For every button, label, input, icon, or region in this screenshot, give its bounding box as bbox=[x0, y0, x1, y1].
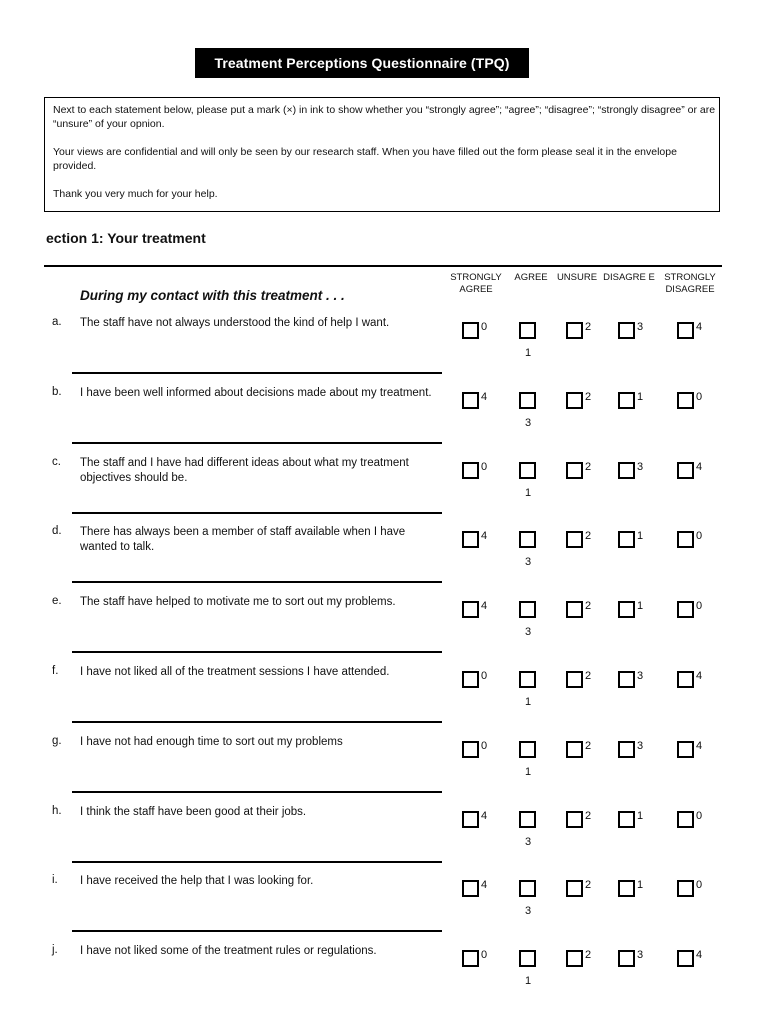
questionnaire-item-c bbox=[0, 456, 768, 526]
score-value: 1 bbox=[525, 487, 532, 499]
checkbox-unsure[interactable] bbox=[566, 531, 583, 548]
checkbox-disagree[interactable] bbox=[618, 531, 635, 548]
checkbox-disagree[interactable] bbox=[618, 671, 635, 688]
checkbox-disagree[interactable] bbox=[618, 811, 635, 828]
score-value: 1 bbox=[525, 347, 532, 359]
score-value: 3 bbox=[525, 836, 532, 848]
instructions-paragraph: Next to each statement below, please put a mark (×) in ink to show whether you “strongly agree”; “agree”; “disagree”; “strongly disagree” or are “unsure” of your opnion. bbox=[53, 104, 716, 130]
checkbox-unsure[interactable] bbox=[566, 811, 583, 828]
questionnaire-item-f bbox=[0, 665, 768, 735]
score-value: 0 bbox=[696, 810, 703, 822]
score-value: 3 bbox=[637, 949, 644, 961]
score-value: 4 bbox=[481, 530, 488, 542]
item-statement: I have not liked all of the treatment sessions I have attended. bbox=[80, 666, 390, 678]
checkbox-disagree[interactable] bbox=[618, 601, 635, 618]
lead-in-question: During my contact with this treatment . . . bbox=[80, 288, 345, 303]
row-divider bbox=[72, 791, 442, 793]
item-letter: j. bbox=[52, 944, 58, 956]
score-value: 0 bbox=[481, 740, 488, 752]
row-divider bbox=[72, 721, 442, 723]
row-divider bbox=[72, 651, 442, 653]
score-value: 2 bbox=[585, 810, 592, 822]
item-letter: d. bbox=[52, 525, 62, 537]
score-value: 2 bbox=[585, 670, 592, 682]
score-value: 2 bbox=[585, 391, 592, 403]
score-value: 1 bbox=[637, 600, 644, 612]
score-value: 3 bbox=[525, 626, 532, 638]
checkbox-strongly-agree[interactable] bbox=[462, 671, 479, 688]
score-value: 1 bbox=[637, 879, 644, 891]
checkbox-disagree[interactable] bbox=[618, 880, 635, 897]
checkbox-agree[interactable] bbox=[519, 950, 536, 967]
questionnaire-item-h bbox=[0, 805, 768, 875]
score-value: 0 bbox=[481, 461, 488, 473]
score-value: 3 bbox=[637, 461, 644, 473]
section-divider bbox=[44, 265, 722, 267]
item-letter: c. bbox=[52, 456, 61, 468]
score-value: 1 bbox=[525, 975, 532, 987]
column-header-agree: AGREE bbox=[514, 272, 548, 283]
checkbox-strongly-agree[interactable] bbox=[462, 601, 479, 618]
questionnaire-item-a bbox=[0, 316, 768, 386]
score-value: 2 bbox=[585, 949, 592, 961]
score-value: 3 bbox=[525, 905, 532, 917]
score-value: 3 bbox=[637, 670, 644, 682]
score-value: 1 bbox=[637, 810, 644, 822]
score-value: 1 bbox=[525, 696, 532, 708]
checkbox-strongly-disagree[interactable] bbox=[677, 741, 694, 758]
score-value: 2 bbox=[585, 530, 592, 542]
score-value: 3 bbox=[525, 556, 532, 568]
score-value: 2 bbox=[585, 461, 592, 473]
checkbox-strongly-disagree[interactable] bbox=[677, 322, 694, 339]
checkbox-agree[interactable] bbox=[519, 392, 536, 409]
column-header-strongly-agree: STRONGLY AGREE bbox=[450, 272, 502, 295]
questionnaire-item-j bbox=[0, 944, 768, 1014]
checkbox-strongly-agree[interactable] bbox=[462, 950, 479, 967]
checkbox-unsure[interactable] bbox=[566, 392, 583, 409]
item-statement: I have received the help that I was looking for. bbox=[80, 875, 314, 887]
score-value: 2 bbox=[585, 600, 592, 612]
row-divider bbox=[72, 442, 442, 444]
score-value: 1 bbox=[637, 530, 644, 542]
checkbox-strongly-agree[interactable] bbox=[462, 811, 479, 828]
score-value: 0 bbox=[696, 391, 703, 403]
checkbox-strongly-disagree[interactable] bbox=[677, 880, 694, 897]
checkbox-agree[interactable] bbox=[519, 741, 536, 758]
score-value: 4 bbox=[481, 879, 488, 891]
checkbox-unsure[interactable] bbox=[566, 322, 583, 339]
score-value: 4 bbox=[696, 670, 703, 682]
row-divider bbox=[72, 930, 442, 932]
column-header-strongly-disagree: STRONGLY DISAGREE bbox=[664, 272, 716, 295]
row-divider bbox=[72, 581, 442, 583]
checkbox-unsure[interactable] bbox=[566, 671, 583, 688]
item-letter: a. bbox=[52, 316, 62, 328]
checkbox-unsure[interactable] bbox=[566, 462, 583, 479]
row-divider bbox=[72, 372, 442, 374]
questionnaire-item-d bbox=[0, 525, 768, 595]
row-divider bbox=[72, 861, 442, 863]
checkbox-unsure[interactable] bbox=[566, 601, 583, 618]
checkbox-agree[interactable] bbox=[519, 531, 536, 548]
checkbox-strongly-agree[interactable] bbox=[462, 880, 479, 897]
item-statement: I have been well informed about decisions made about my treatment. bbox=[80, 387, 432, 399]
checkbox-strongly-disagree[interactable] bbox=[677, 811, 694, 828]
column-header-disagree: DISAGRE E bbox=[603, 272, 655, 283]
item-letter: e. bbox=[52, 595, 62, 607]
checkbox-strongly-agree[interactable] bbox=[462, 392, 479, 409]
score-value: 3 bbox=[637, 321, 644, 333]
checkbox-agree[interactable] bbox=[519, 601, 536, 618]
score-value: 1 bbox=[525, 766, 532, 778]
item-statement: The staff have not always understood the kind of help I want. bbox=[80, 317, 390, 329]
item-statement: The staff have helped to motivate me to sort out my problems. bbox=[80, 596, 396, 608]
item-letter: h. bbox=[52, 805, 62, 817]
checkbox-disagree[interactable] bbox=[618, 462, 635, 479]
score-value: 3 bbox=[525, 417, 532, 429]
checkbox-disagree[interactable] bbox=[618, 392, 635, 409]
questionnaire-item-g bbox=[0, 735, 768, 805]
score-value: 3 bbox=[637, 740, 644, 752]
score-value: 4 bbox=[481, 810, 488, 822]
questionnaire-item-i bbox=[0, 874, 768, 944]
checkbox-strongly-disagree[interactable] bbox=[677, 950, 694, 967]
instructions-paragraph: Thank you very much for your help. bbox=[53, 188, 218, 200]
checkbox-strongly-disagree[interactable] bbox=[677, 601, 694, 618]
score-value: 0 bbox=[481, 670, 488, 682]
score-value: 4 bbox=[696, 321, 703, 333]
questionnaire-item-b bbox=[0, 386, 768, 456]
checkbox-disagree[interactable] bbox=[618, 950, 635, 967]
score-value: 4 bbox=[481, 600, 488, 612]
score-value: 0 bbox=[696, 530, 703, 542]
score-value: 0 bbox=[481, 321, 488, 333]
checkbox-agree[interactable] bbox=[519, 462, 536, 479]
score-value: 2 bbox=[585, 740, 592, 752]
checkbox-strongly-agree[interactable] bbox=[462, 322, 479, 339]
checkbox-unsure[interactable] bbox=[566, 741, 583, 758]
score-value: 0 bbox=[481, 949, 488, 961]
item-letter: b. bbox=[52, 386, 62, 398]
checkbox-unsure[interactable] bbox=[566, 950, 583, 967]
instructions-box bbox=[44, 97, 720, 212]
checkbox-strongly-agree[interactable] bbox=[462, 531, 479, 548]
checkbox-agree[interactable] bbox=[519, 880, 536, 897]
checkbox-strongly-disagree[interactable] bbox=[677, 531, 694, 548]
checkbox-disagree[interactable] bbox=[618, 322, 635, 339]
score-value: 1 bbox=[637, 391, 644, 403]
score-value: 4 bbox=[696, 461, 703, 473]
checkbox-disagree[interactable] bbox=[618, 741, 635, 758]
item-statement: I think the staff have been good at their jobs. bbox=[80, 806, 307, 818]
item-statement: I have not liked some of the treatment rules or regulations. bbox=[80, 945, 377, 957]
item-statement: The staff and I have had different ideas about what my treatment objectives should be. bbox=[80, 457, 409, 484]
checkbox-strongly-disagree[interactable] bbox=[677, 671, 694, 688]
column-header-unsure: UNSURE bbox=[556, 272, 598, 283]
questionnaire-item-e bbox=[0, 595, 768, 665]
score-value: 4 bbox=[696, 949, 703, 961]
checkbox-unsure[interactable] bbox=[566, 880, 583, 897]
score-value: 0 bbox=[696, 600, 703, 612]
item-letter: f. bbox=[52, 665, 59, 677]
checkbox-strongly-disagree[interactable] bbox=[677, 392, 694, 409]
score-value: 4 bbox=[481, 391, 488, 403]
checkbox-agree[interactable] bbox=[519, 671, 536, 688]
score-value: 2 bbox=[585, 879, 592, 891]
item-statement: There has always been a member of staff available when I have wanted to talk. bbox=[80, 526, 406, 553]
checkbox-strongly-agree[interactable] bbox=[462, 462, 479, 479]
item-letter: i. bbox=[52, 874, 58, 886]
section-title: ection 1: Your treatment bbox=[46, 230, 206, 246]
score-value: 4 bbox=[696, 740, 703, 752]
checkbox-agree[interactable] bbox=[519, 322, 536, 339]
page-title: Treatment Perceptions Questionnaire (TPQ) bbox=[195, 48, 529, 78]
score-value: 0 bbox=[696, 879, 703, 891]
item-letter: g. bbox=[52, 735, 62, 747]
item-statement: I have not had enough time to sort out my problems bbox=[80, 736, 343, 748]
checkbox-strongly-disagree[interactable] bbox=[677, 462, 694, 479]
instructions-paragraph: Your views are confidential and will only be seen by our research staff. When you have filled out the form please seal it in the envelope provided. bbox=[53, 146, 677, 172]
score-value: 2 bbox=[585, 321, 592, 333]
checkbox-strongly-agree[interactable] bbox=[462, 741, 479, 758]
row-divider bbox=[72, 512, 442, 514]
checkbox-agree[interactable] bbox=[519, 811, 536, 828]
